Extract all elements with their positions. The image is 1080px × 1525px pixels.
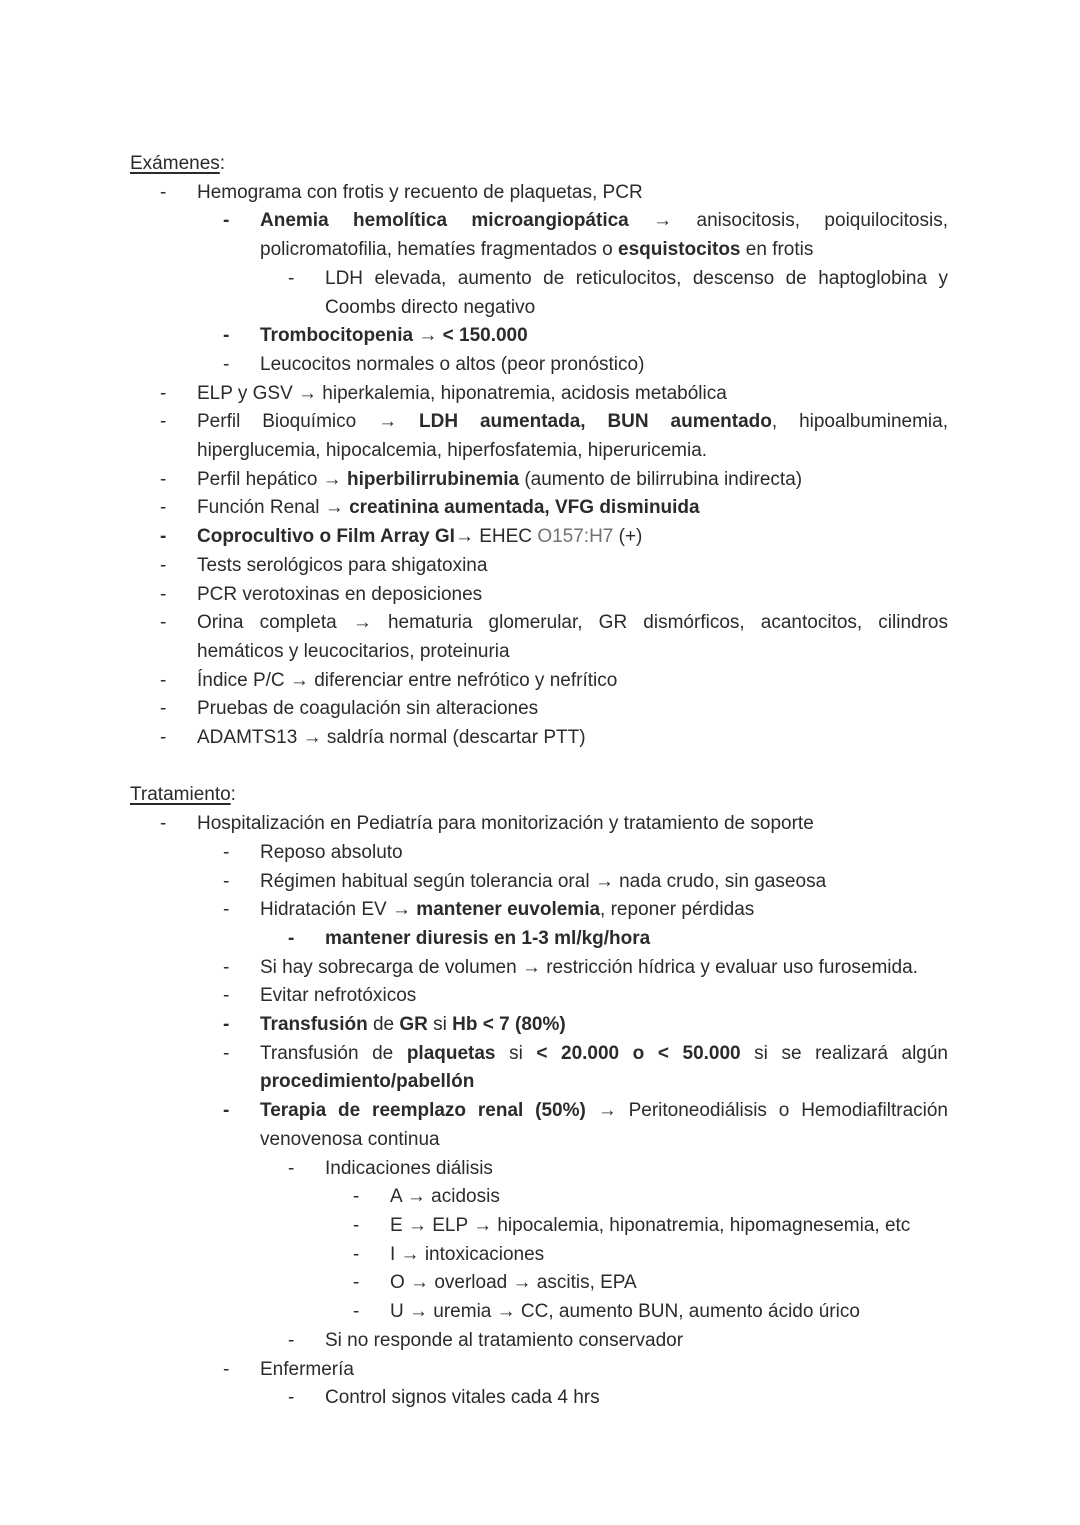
bullet-dash: - <box>160 554 167 576</box>
bullet-dash: - <box>223 210 230 232</box>
section <box>130 781 948 1412</box>
bullet-dash: - <box>223 985 230 1007</box>
bullet-item <box>160 179 948 208</box>
bullet-item <box>288 1327 948 1356</box>
text-segment: Hb < 7 (80%) <box>452 1014 566 1036</box>
item-text <box>390 1241 948 1270</box>
bullet-dash: - <box>223 1358 230 1380</box>
text-segment: LDH aumentada, BUN aumentado <box>419 411 772 433</box>
bullet-item <box>223 1356 948 1385</box>
bullet-dash: - <box>160 468 167 490</box>
section <box>130 150 948 753</box>
text-segment: → Peritoneodiálisis o Hemodiafiltración venovenosa continua <box>260 1100 948 1150</box>
bullet-item <box>160 695 948 724</box>
section-heading <box>130 150 948 179</box>
bullet-item <box>223 1097 948 1154</box>
bullet-dash: - <box>353 1301 360 1323</box>
item-text <box>197 581 948 610</box>
bullet-dash: - <box>160 612 167 634</box>
text-segment: U → uremia → CC, aumento BUN, aumento ácido úrico <box>390 1301 860 1323</box>
text-segment: → <box>413 325 443 347</box>
bullet-dash: - <box>223 1100 230 1122</box>
bullet-dash: - <box>288 1329 295 1351</box>
text-segment: Régimen habitual según tolerancia oral → nada crudo, sin gaseosa <box>260 870 827 892</box>
text-segment: Hemograma con frotis y recuento de plaquetas, PCR <box>197 181 643 203</box>
bullet-item <box>223 954 948 983</box>
item-text <box>197 380 948 409</box>
bullet-item <box>288 265 948 322</box>
item-text <box>197 609 948 666</box>
text-segment: O157:H7 <box>537 526 614 548</box>
item-text <box>260 1040 948 1097</box>
bullet-item <box>160 609 948 666</box>
bullet-item <box>223 896 948 925</box>
section-heading-colon: : <box>230 784 236 806</box>
bullet-item <box>160 408 948 465</box>
item-text <box>325 1327 948 1356</box>
text-segment: → anisocitosis, poiquilocitosis, policromatofilia, hematíes fragmentados o <box>260 210 948 261</box>
bullet-item <box>160 552 948 581</box>
section-heading <box>130 781 948 810</box>
item-text <box>325 265 948 322</box>
bullet-dash: - <box>223 325 230 347</box>
item-text <box>325 1384 948 1413</box>
text-segment: (aumento de bilirrubina indirecta) <box>519 468 803 490</box>
bullet-item <box>288 925 948 954</box>
text-segment: de <box>367 1014 400 1036</box>
text-segment: Perfil Bioquímico → <box>197 411 420 433</box>
text-segment: plaquetas <box>406 1042 496 1064</box>
text-segment: A → acidosis <box>390 1186 500 1208</box>
bullet-dash: - <box>160 497 167 519</box>
item-text <box>197 494 948 523</box>
bullet-item <box>353 1241 948 1270</box>
text-segment: procedimiento/pabellón <box>260 1071 475 1093</box>
bullet-item <box>288 1384 948 1413</box>
bullet-dash: - <box>160 526 167 548</box>
bullet-dash: - <box>160 698 167 720</box>
bullet-dash: - <box>160 181 167 203</box>
bullet-item <box>353 1298 948 1327</box>
item-text <box>197 179 948 208</box>
text-segment: Enfermería <box>260 1358 354 1380</box>
bullet-dash: - <box>160 727 167 749</box>
text-segment: GR <box>399 1014 428 1036</box>
item-text <box>260 207 948 264</box>
bullet-dash: - <box>223 870 230 892</box>
bullet-dash: - <box>160 382 167 404</box>
text-segment: E → ELP → hipocalemia, hiponatremia, hipomagnesemia, etc <box>390 1215 911 1236</box>
bullet-dash: - <box>288 1387 295 1409</box>
item-text <box>197 552 948 581</box>
text-segment: Hidratación EV → <box>260 899 417 921</box>
text-segment: Transfusión de <box>260 1042 407 1064</box>
item-text <box>197 408 948 465</box>
bullet-item <box>223 982 948 1011</box>
text-segment: Evitar nefrotóxicos <box>260 985 417 1007</box>
text-segment: < 20.000 o < 50.000 <box>536 1042 741 1064</box>
bullet-item <box>223 322 948 351</box>
item-text <box>197 667 948 696</box>
bullet-item <box>160 494 948 523</box>
item-text <box>197 724 948 753</box>
item-text <box>390 1269 948 1298</box>
bullet-item <box>160 810 948 839</box>
text-segment: Transfusión <box>260 1014 368 1036</box>
text-segment: , hipoalbuminemia, hiperglucemia, hipocalcemia, hiperfosfatemia, hiperuricemia. <box>197 411 948 462</box>
text-segment: Pruebas de coagulación sin alteraciones <box>197 698 539 720</box>
text-segment: Función Renal → <box>197 497 350 519</box>
bullet-dash: - <box>223 841 230 863</box>
text-segment: < 150.000 <box>442 325 528 347</box>
bullet-item <box>223 868 948 897</box>
bullet-item <box>160 380 948 409</box>
text-segment: ADAMTS13 → saldría normal (descartar PTT) <box>197 727 586 749</box>
bullet-item <box>288 1155 948 1184</box>
bullet-dash: - <box>353 1243 360 1265</box>
item-text <box>325 1155 948 1184</box>
bullet-item <box>223 207 948 264</box>
text-segment: Índice P/C → diferenciar entre nefrótico y nefrítico <box>197 669 618 691</box>
text-segment: Reposo absoluto <box>260 841 403 863</box>
bullet-item <box>160 667 948 696</box>
item-text <box>197 695 948 724</box>
bullet-dash: - <box>160 411 167 433</box>
item-text <box>260 351 948 380</box>
bullet-dash: - <box>223 1042 230 1064</box>
item-text <box>390 1212 948 1241</box>
item-text <box>260 1011 948 1040</box>
bullet-dash: - <box>223 1014 230 1036</box>
item-text <box>325 925 948 954</box>
text-segment: Hospitalización en Pediatría para monitorización y tratamiento de soporte <box>197 813 814 835</box>
bullet-item <box>160 466 948 495</box>
item-text <box>260 1097 948 1154</box>
bullet-dash: - <box>353 1215 360 1236</box>
text-segment: Terapia de reemplazo renal (50%) <box>260 1100 586 1122</box>
bullet-dash: - <box>223 899 230 921</box>
bullet-dash: - <box>288 1157 295 1179</box>
text-segment: , reponer pérdidas <box>600 899 755 921</box>
item-text <box>260 1356 948 1385</box>
bullet-item <box>160 581 948 610</box>
text-segment: ELP y GSV → hiperkalemia, hiponatremia, acidosis metabólica <box>197 382 727 404</box>
text-segment: creatinina aumentada, VFG disminuida <box>349 497 700 519</box>
bullet-dash: - <box>288 927 295 949</box>
bullet-dash: - <box>353 1186 360 1208</box>
item-text <box>260 982 948 1011</box>
bullet-dash: - <box>160 583 167 605</box>
bullet-item <box>223 351 948 380</box>
text-segment: Orina completa → hematuria glomerular, GR dismórficos, acantocitos, cilindros hemáticos y leucocitarios, proteinuria <box>197 612 948 662</box>
item-text <box>260 954 948 983</box>
text-segment: O → overload → ascitis, EPA <box>390 1272 637 1294</box>
text-segment: → EHEC <box>454 526 538 548</box>
text-segment: en frotis <box>740 239 814 261</box>
item-text <box>260 896 948 925</box>
text-segment: hiperbilirrubinemia <box>346 468 520 490</box>
bullet-dash: - <box>288 267 295 289</box>
text-segment: Anemia hemolítica microangiopática <box>260 210 629 232</box>
text-segment: I → intoxicaciones <box>390 1243 545 1265</box>
bullet-item <box>353 1212 948 1241</box>
text-segment: si <box>495 1042 537 1064</box>
text-segment: Trombocitopenia <box>260 325 414 347</box>
text-segment: mantener euvolemia <box>416 899 601 921</box>
text-segment: si se realizará algún <box>740 1042 948 1064</box>
document-body <box>130 150 948 1413</box>
text-segment: Tests serológicos para shigatoxina <box>197 554 488 576</box>
item-text <box>260 868 948 897</box>
section-heading-text: Tratamiento <box>130 784 231 806</box>
bullet-dash: - <box>160 813 167 835</box>
bullet-item <box>353 1183 948 1212</box>
bullet-dash: - <box>160 669 167 691</box>
item-text <box>390 1183 948 1212</box>
bullet-item <box>223 839 948 868</box>
item-text <box>260 322 948 351</box>
text-segment: Indicaciones diálisis <box>325 1157 493 1179</box>
text-segment: Perfil hepático → <box>197 468 347 490</box>
item-text <box>197 523 948 552</box>
bullet-dash: - <box>223 353 230 375</box>
text-segment: LDH elevada, aumento de reticulocitos, descenso de haptoglobina y Coombs directo negativo <box>325 267 948 318</box>
text-segment: Coprocultivo o Film Array GI <box>197 526 455 548</box>
text-segment: Control signos vitales cada 4 hrs <box>325 1387 600 1409</box>
bullet-item <box>353 1269 948 1298</box>
text-segment: PCR verotoxinas en deposiciones <box>197 583 483 605</box>
item-text <box>390 1298 948 1327</box>
bullet-dash: - <box>353 1272 360 1294</box>
bullet-item <box>223 1040 948 1097</box>
text-segment: Si hay sobrecarga de volumen → restricción hídrica y evaluar uso furosemida. <box>260 956 918 978</box>
item-text <box>197 466 948 495</box>
text-segment: Si no responde al tratamiento conservador <box>325 1329 684 1351</box>
bullet-dash: - <box>223 956 230 978</box>
text-segment: si <box>427 1014 453 1036</box>
section-heading-colon: : <box>219 153 226 174</box>
bullet-item <box>223 1011 948 1040</box>
bullet-item <box>160 523 948 552</box>
bullet-item <box>160 724 948 753</box>
section-heading-text: Exámenes <box>130 153 220 174</box>
text-segment: Leucocitos normales o altos (peor pronóstico) <box>260 353 645 375</box>
item-text <box>197 810 948 839</box>
text-segment: (+) <box>613 526 643 548</box>
text-segment: mantener diuresis en 1-3 ml/kg/hora <box>325 927 651 949</box>
text-segment: esquistocitos <box>618 239 741 261</box>
item-text <box>260 839 948 868</box>
